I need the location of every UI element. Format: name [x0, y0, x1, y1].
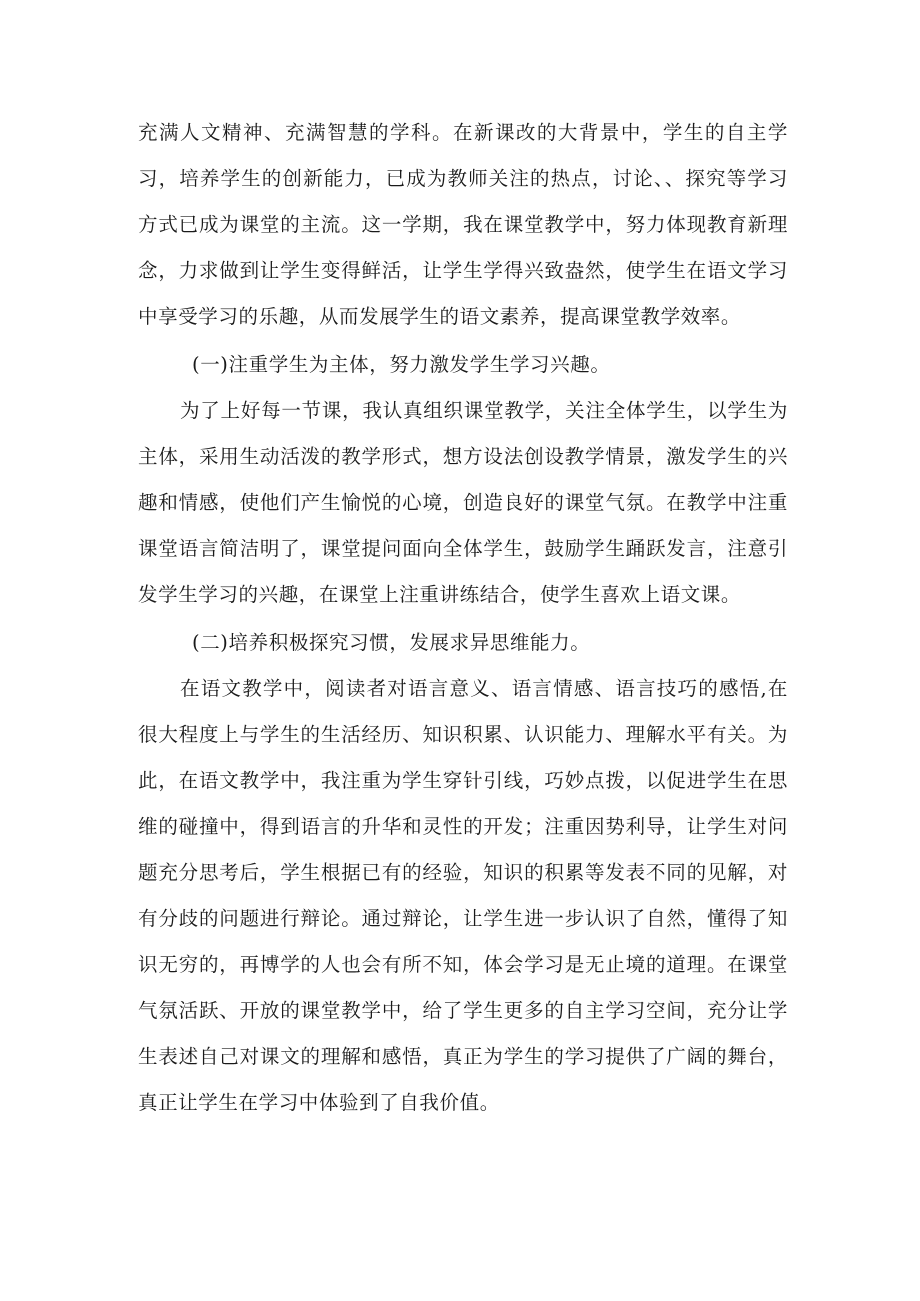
- paragraph-continued-intro: 充满人文精神、充满智慧的学科。在新课改的大背景中，学生的自主学习，培养学生的创新能力，已成为教师关注的热点，讨论、、探究等学习方式已成为课堂的主流。这一学期，我在课堂教学中，努力体现教育新理念，力求做到让学生变得鲜活，让学生学得兴致盎然，使学生在语文学习中享受学习的乐趣，从而发展学生的语文素养，提高课堂教学效率。: [138, 121, 788, 328]
- document-body: [138, 110, 788, 1126]
- paragraph-student-centered: 为了上好每一节课，我认真组织课堂教学，关注全体学生，以学生为主体，采用生动活泼的教学形式，想方设法创设教学情景，激发学生的兴趣和情感，使他们产生愉悦的心境，创造良好的课堂气氛。在教学中注重课堂语言简洁明了，课堂提问面向全体学生，鼓励学生踊跃发言，注意引发学生学习的兴趣，在课堂上注重讲练结合，使学生喜欢上语文课。: [138, 399, 788, 606]
- paragraph-inquiry-habits: 在语文教学中，阅读者对语言意义、语言情感、语言技巧的感悟,在很大程度上与学生的生活经历、知识积累、认识能力、理解水平有关。为此，在语文教学中，我注重为学生穿针引线，巧妙点拨，以促进学生在思维的碰撞中，得到语言的升华和灵性的开发；注重因势利导，让学生对问题充分思考后，学生根据已有的经验，知识的积累等发表不同的见解，对有分歧的问题进行辩论。通过辩论，让学生进一步认识了自然，懂得了知识无穷的，再博学的人也会有所不知，体会学习是无止境的道理。在课堂气氛活跃、开放的课堂教学中，给了学生更多的自主学习空间，充分让学生表述自己对课文的理解和感悟，真正为学生的学习提供了广阔的舞台，真正让学生在学习中体验到了自我价值。: [138, 677, 788, 1114]
- section-heading-1: (一)注重学生为主体，努力激发学生学习兴趣。: [192, 353, 611, 376]
- section-heading-2: (二)培养积极探究习惯，发展求异思维能力。: [192, 631, 591, 654]
